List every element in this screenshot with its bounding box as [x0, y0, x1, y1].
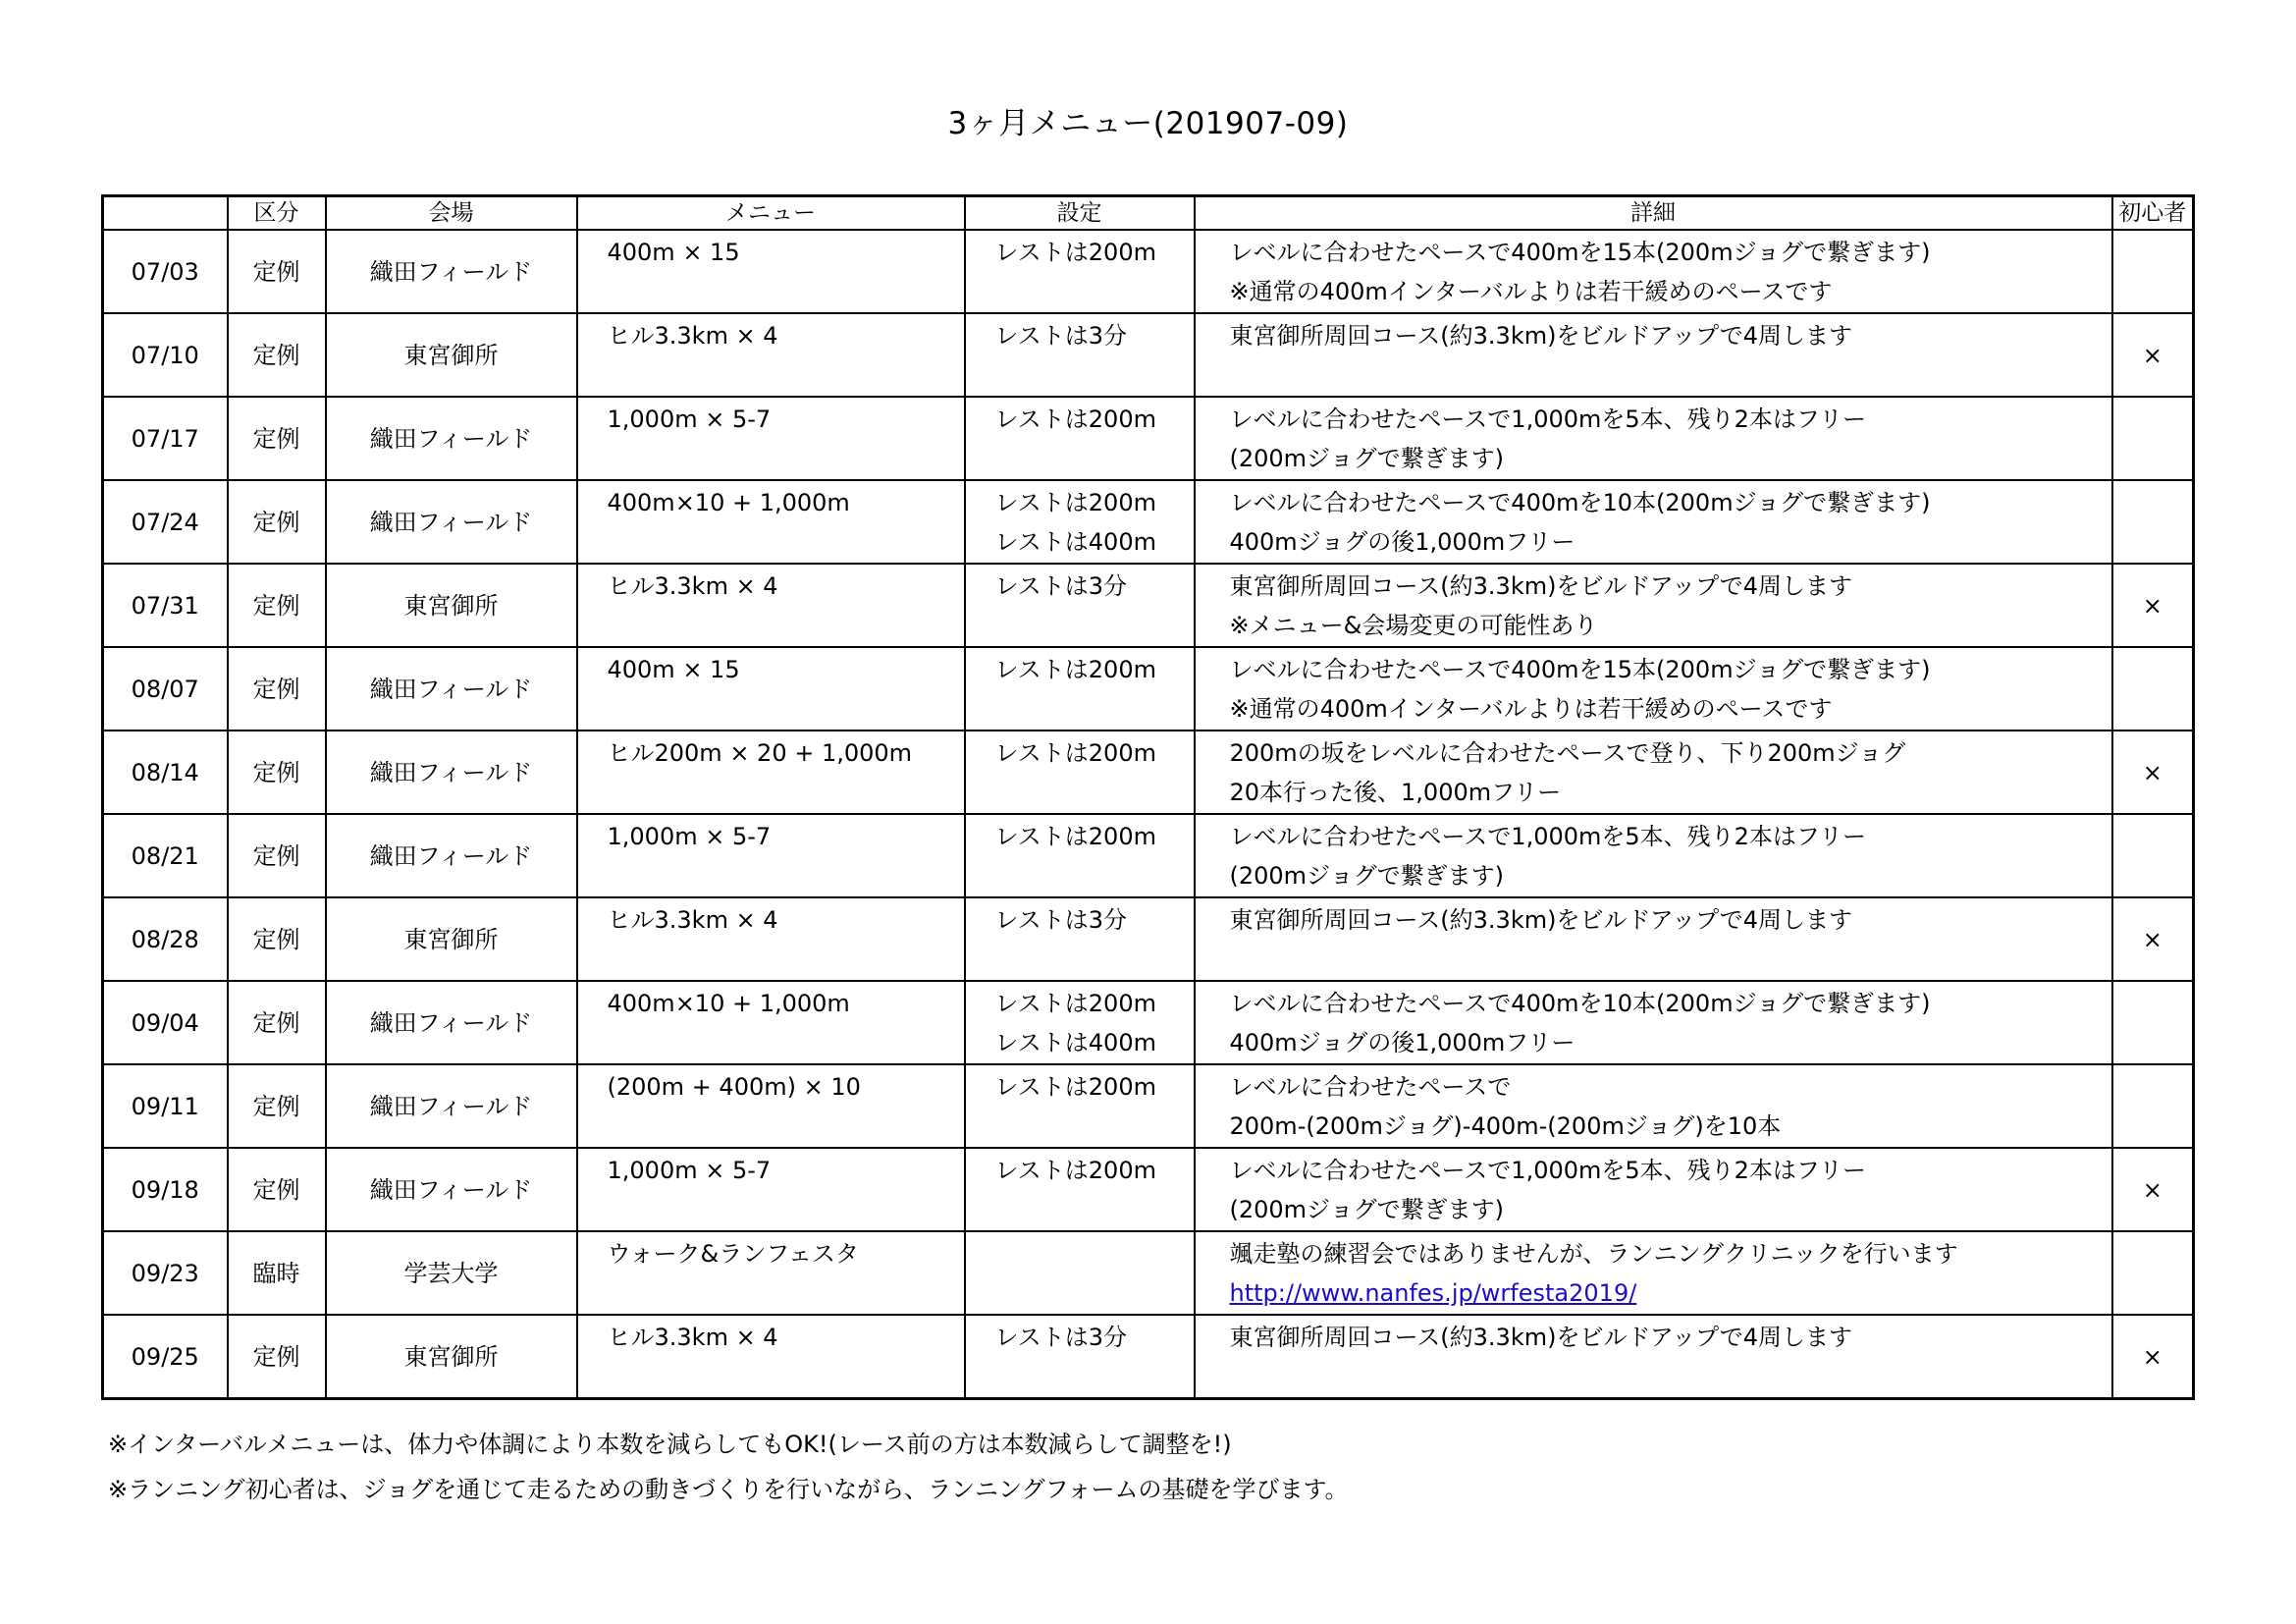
setting-line: レストは3分 [994, 572, 1128, 600]
menu-table [101, 194, 2195, 1400]
header-venue: 会場 [326, 196, 577, 231]
header-detail: 詳細 [1195, 196, 2112, 231]
cell-date: 08/14 [103, 731, 228, 814]
setting-line: レストは200m [994, 990, 1156, 1017]
menu-text: 400m×10 + 1,000m [607, 489, 850, 516]
table-row [103, 814, 2194, 897]
menu-text: 1,000m × 5-7 [607, 406, 772, 433]
header-beginner: 初心者 [2112, 196, 2194, 231]
cell-setting [965, 981, 1195, 1064]
setting-line: レストは200m [994, 656, 1156, 683]
notes [108, 1422, 1349, 1512]
cell-detail [1195, 1231, 2112, 1315]
detail-line: 東宮御所周回コース(約3.3km)をビルドアップで4周します [1229, 322, 1853, 350]
table-row [103, 313, 2194, 397]
detail-line: 400mジョグの後1,000mフリー [1229, 528, 1575, 556]
cell-detail [1195, 1315, 2112, 1399]
cell-setting [965, 230, 1195, 313]
cell-venue: 織田フィールド [326, 1148, 577, 1231]
cell-type: 定例 [228, 1064, 326, 1148]
cell-type: 定例 [228, 1315, 326, 1399]
detail-line: レベルに合わせたペースで1,000mを5本、残り2本はフリー [1229, 406, 1866, 433]
cell-detail [1195, 564, 2112, 647]
cell-detail [1195, 1148, 2112, 1231]
cell-setting [965, 1231, 1195, 1315]
detail-line: 200m-(200mジョグ)-400m-(200mジョグ)を10本 [1229, 1112, 1782, 1140]
detail-line: レベルに合わせたペースで1,000mを5本、残り2本はフリー [1229, 823, 1866, 850]
detail-line: (200mジョグで繋ぎます) [1229, 862, 1504, 890]
setting-line: レストは200m [994, 406, 1156, 433]
cell-menu [577, 397, 965, 480]
menu-text: ヒル3.3km × 4 [607, 906, 778, 934]
cell-date: 07/17 [103, 397, 228, 480]
cell-venue: 東宮御所 [326, 1315, 577, 1399]
menu-text: (200m + 400m) × 10 [607, 1073, 861, 1101]
cell-venue: 織田フィールド [326, 230, 577, 313]
cell-setting [965, 731, 1195, 814]
cell-beginner: × [2112, 1315, 2194, 1399]
detail-line: ※通常の400mインターバルよりは若干緩めのペースです [1229, 278, 1833, 305]
detail-line: 東宮御所周回コース(約3.3km)をビルドアップで4周します [1229, 906, 1853, 934]
cell-setting [965, 1148, 1195, 1231]
cell-beginner: × [2112, 564, 2194, 647]
table-row [103, 397, 2194, 480]
detail-line: 200mの坂をレベルに合わせたペースで登り、下り200mジョグ [1229, 739, 1906, 767]
detail-line: ※通常の400mインターバルよりは若干緩めのペースです [1229, 695, 1833, 723]
cell-date: 09/25 [103, 1315, 228, 1399]
cell-venue: 学芸大学 [326, 1231, 577, 1315]
cell-venue: 織田フィールド [326, 981, 577, 1064]
cell-date: 07/31 [103, 564, 228, 647]
detail-line: 20本行った後、1,000mフリー [1229, 779, 1562, 806]
cell-beginner: × [2112, 897, 2194, 981]
cell-venue: 東宮御所 [326, 564, 577, 647]
cell-date: 09/23 [103, 1231, 228, 1315]
cell-date: 09/04 [103, 981, 228, 1064]
cell-detail [1195, 981, 2112, 1064]
cell-menu [577, 313, 965, 397]
cell-type: 定例 [228, 814, 326, 897]
cell-menu [577, 731, 965, 814]
cell-venue: 東宮御所 [326, 897, 577, 981]
cell-type: 定例 [228, 397, 326, 480]
cell-setting [965, 397, 1195, 480]
detail-line: レベルに合わせたペースで1,000mを5本、残り2本はフリー [1229, 1157, 1866, 1184]
detail-line: 颯走塾の練習会ではありませんが、ランニングクリニックを行います [1229, 1240, 1958, 1268]
cell-detail [1195, 1064, 2112, 1148]
cell-date: 09/11 [103, 1064, 228, 1148]
cell-setting [965, 480, 1195, 564]
cell-setting [965, 647, 1195, 731]
cell-menu [577, 814, 965, 897]
header-type: 区分 [228, 196, 326, 231]
detail-line: 400mジョグの後1,000mフリー [1229, 1029, 1575, 1056]
cell-venue: 織田フィールド [326, 647, 577, 731]
cell-type: 定例 [228, 313, 326, 397]
cell-beginner [2112, 647, 2194, 731]
cell-venue: 東宮御所 [326, 313, 577, 397]
detail-line: レベルに合わせたペースで400mを15本(200mジョグで繋ぎます) [1229, 656, 1931, 683]
cell-type: 定例 [228, 564, 326, 647]
cell-detail [1195, 230, 2112, 313]
header-row [103, 196, 2194, 231]
header-date [103, 196, 228, 231]
table-row [103, 647, 2194, 731]
cell-setting [965, 564, 1195, 647]
cell-venue: 織田フィールド [326, 480, 577, 564]
cell-date: 07/10 [103, 313, 228, 397]
cell-detail [1195, 731, 2112, 814]
cell-menu [577, 564, 965, 647]
cell-venue: 織田フィールド [326, 397, 577, 480]
setting-line: レストは3分 [994, 322, 1128, 350]
cell-type: 定例 [228, 230, 326, 313]
setting-line: レストは200m [994, 823, 1156, 850]
setting-line: レストは400m [994, 1029, 1156, 1056]
cell-type: 定例 [228, 731, 326, 814]
menu-text: ヒル3.3km × 4 [607, 572, 778, 600]
cell-beginner: × [2112, 313, 2194, 397]
setting-line: レストは3分 [994, 1324, 1128, 1351]
cell-detail [1195, 814, 2112, 897]
menu-text: ウォーク&ランフェスタ [607, 1240, 860, 1268]
cell-date: 08/21 [103, 814, 228, 897]
menu-text: ヒル3.3km × 4 [607, 322, 778, 350]
cell-menu [577, 981, 965, 1064]
menu-text: ヒル200m × 20 + 1,000m [607, 739, 913, 767]
note-beginner: ※ランニング初心者は、ジョグを通じて走るための動きづくりを行いながら、ランニングフォームの基礎を学びます。 [108, 1476, 1349, 1503]
cell-beginner [2112, 230, 2194, 313]
table-row [103, 1315, 2194, 1399]
cell-date: 08/07 [103, 647, 228, 731]
table-row [103, 480, 2194, 564]
note-interval: ※インターバルメニューは、体力や体調により本数を減らしてもOK!(レース前の方は本数減らして調整を!) [108, 1431, 1232, 1458]
menu-text: 1,000m × 5-7 [607, 1157, 772, 1184]
table-body [103, 230, 2194, 1399]
detail-line: 東宮御所周回コース(約3.3km)をビルドアップで4周します [1229, 572, 1853, 600]
cell-beginner [2112, 1064, 2194, 1148]
header-setting: 設定 [965, 196, 1195, 231]
setting-line: レストは200m [994, 1073, 1156, 1101]
cell-beginner [2112, 814, 2194, 897]
table-row [103, 1148, 2194, 1231]
setting-line: レストは400m [994, 528, 1156, 556]
cell-detail [1195, 480, 2112, 564]
detail-line: レベルに合わせたペースで400mを15本(200mジョグで繋ぎます) [1229, 239, 1931, 266]
cell-venue: 織田フィールド [326, 1064, 577, 1148]
table-row [103, 1064, 2194, 1148]
cell-detail [1195, 647, 2112, 731]
table-row [103, 897, 2194, 981]
cell-type: 臨時 [228, 1231, 326, 1315]
detail-line: レベルに合わせたペースで [1229, 1073, 1512, 1101]
cell-beginner [2112, 1231, 2194, 1315]
cell-date: 07/03 [103, 230, 228, 313]
setting-line: レストは200m [994, 1157, 1156, 1184]
cell-detail [1195, 313, 2112, 397]
cell-date: 09/18 [103, 1148, 228, 1231]
menu-text: 400m × 15 [607, 656, 740, 683]
cell-venue: 織田フィールド [326, 731, 577, 814]
menu-text: 400m×10 + 1,000m [607, 990, 850, 1017]
cell-type: 定例 [228, 897, 326, 981]
cell-menu [577, 897, 965, 981]
cell-menu [577, 230, 965, 313]
table-row [103, 981, 2194, 1064]
cell-beginner: × [2112, 731, 2194, 814]
table-row [103, 1231, 2194, 1315]
cell-menu [577, 1064, 965, 1148]
cell-menu [577, 480, 965, 564]
cell-menu [577, 1231, 965, 1315]
cell-menu [577, 1148, 965, 1231]
cell-type: 定例 [228, 480, 326, 564]
cell-beginner [2112, 480, 2194, 564]
cell-setting [965, 1315, 1195, 1399]
table-row [103, 230, 2194, 313]
detail-line: レベルに合わせたペースで400mを10本(200mジョグで繋ぎます) [1229, 990, 1931, 1017]
header-menu: メニュー [577, 196, 965, 231]
cell-beginner [2112, 397, 2194, 480]
cell-type: 定例 [228, 1148, 326, 1231]
cell-setting [965, 897, 1195, 981]
cell-date: 08/28 [103, 897, 228, 981]
detail-line: レベルに合わせたペースで400mを10本(200mジョグで繋ぎます) [1229, 489, 1931, 516]
cell-date: 07/24 [103, 480, 228, 564]
cell-detail [1195, 897, 2112, 981]
menu-text: ヒル3.3km × 4 [607, 1324, 778, 1351]
setting-line: レストは3分 [994, 906, 1128, 934]
detail-line: (200mジョグで繋ぎます) [1229, 445, 1504, 472]
detail-line: (200mジョグで繋ぎます) [1229, 1196, 1504, 1223]
cell-menu [577, 1315, 965, 1399]
cell-menu [577, 647, 965, 731]
cell-beginner [2112, 981, 2194, 1064]
page-title: 3ヶ月メニュー(201907-09) [947, 106, 1349, 141]
table-row [103, 564, 2194, 647]
cell-type: 定例 [228, 981, 326, 1064]
cell-setting [965, 313, 1195, 397]
detail-line: 東宮御所周回コース(約3.3km)をビルドアップで4周します [1229, 1324, 1853, 1351]
cell-beginner: × [2112, 1148, 2194, 1231]
cell-setting [965, 814, 1195, 897]
festa-link[interactable]: http://www.nanfes.jp/wrfesta2019/ [1229, 1279, 1637, 1307]
menu-text: 400m × 15 [607, 239, 740, 266]
setting-line: レストは200m [994, 489, 1156, 516]
cell-detail [1195, 397, 2112, 480]
detail-line: ※メニュー&会場変更の可能性あり [1229, 612, 1598, 639]
cell-setting [965, 1064, 1195, 1148]
cell-type: 定例 [228, 647, 326, 731]
menu-text: 1,000m × 5-7 [607, 823, 772, 850]
setting-line: レストは200m [994, 739, 1156, 767]
table-row [103, 731, 2194, 814]
setting-line: レストは200m [994, 239, 1156, 266]
cell-venue: 織田フィールド [326, 814, 577, 897]
